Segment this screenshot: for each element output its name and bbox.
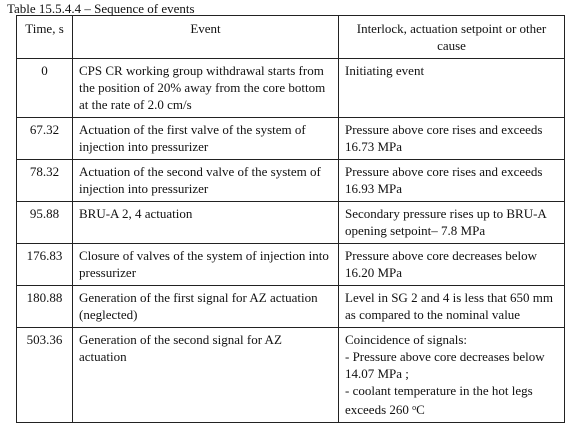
time-cell: 180.88 [17, 286, 73, 328]
cause-cell: Pressure above core rises and exceeds 16.93 MPa [339, 160, 565, 202]
cause-cell: Level in SG 2 and 4 is less that 650 mm as compared to the nominal value [339, 286, 565, 328]
table-row [17, 118, 565, 160]
time-cell: 176.83 [17, 244, 73, 286]
cause-cell: Initiating event [339, 59, 565, 118]
table-row [17, 202, 565, 244]
event-cell: BRU-A 2, 4 actuation [73, 202, 339, 244]
degree-symbol: o [412, 403, 417, 412]
time-cell: 503.36 [17, 328, 73, 423]
table-row [17, 328, 565, 423]
time-cell: 78.32 [17, 160, 73, 202]
sequence-of-events-table [16, 15, 565, 423]
table-row [17, 160, 565, 202]
cause-intro: Coincidence of signals: [345, 332, 468, 347]
header-time: Time, s [17, 16, 73, 59]
cause-cell: Pressure above core decreases below 16.20 MPa [339, 244, 565, 286]
header-cause: Interlock, actuation setpoint or other cause [339, 16, 565, 59]
table-row [17, 286, 565, 328]
cause-cell: Pressure above core rises and exceeds 16.73 MPa [339, 118, 565, 160]
event-cell: CPS CR working group withdrawal starts from the position of 20% away from the core bottom at the rate of 2.0 cm/s [73, 59, 339, 118]
event-cell: Actuation of the second valve of the system of injection into pressurizer [73, 160, 339, 202]
cause-cell: Secondary pressure rises up to BRU-A opening setpoint– 7.8 MPa [339, 202, 565, 244]
table-caption: Table 15.5.4.4 – Sequence of events [7, 1, 195, 16]
header-event: Event [73, 16, 339, 59]
cause-item-temperature-text: - coolant temperature in the hot legs exceeds 260 [345, 383, 533, 417]
table-row [17, 244, 565, 286]
time-cell: 0 [17, 59, 73, 118]
cause-cell [339, 328, 565, 423]
event-cell: Closure of valves of the system of injection into pressurizer [73, 244, 339, 286]
cause-item-temperature [345, 382, 558, 418]
table-header-row [17, 16, 565, 59]
temperature-unit: C [416, 402, 425, 417]
event-cell: Actuation of the first valve of the system of injection into pressurizer [73, 118, 339, 160]
event-cell: Generation of the first signal for AZ actuation (neglected) [73, 286, 339, 328]
time-cell: 67.32 [17, 118, 73, 160]
time-cell: 95.88 [17, 202, 73, 244]
table-row [17, 59, 565, 118]
cause-item-pressure: - Pressure above core decreases below 14.07 MPa ; [345, 349, 545, 381]
event-cell: Generation of the second signal for AZ actuation [73, 328, 339, 423]
